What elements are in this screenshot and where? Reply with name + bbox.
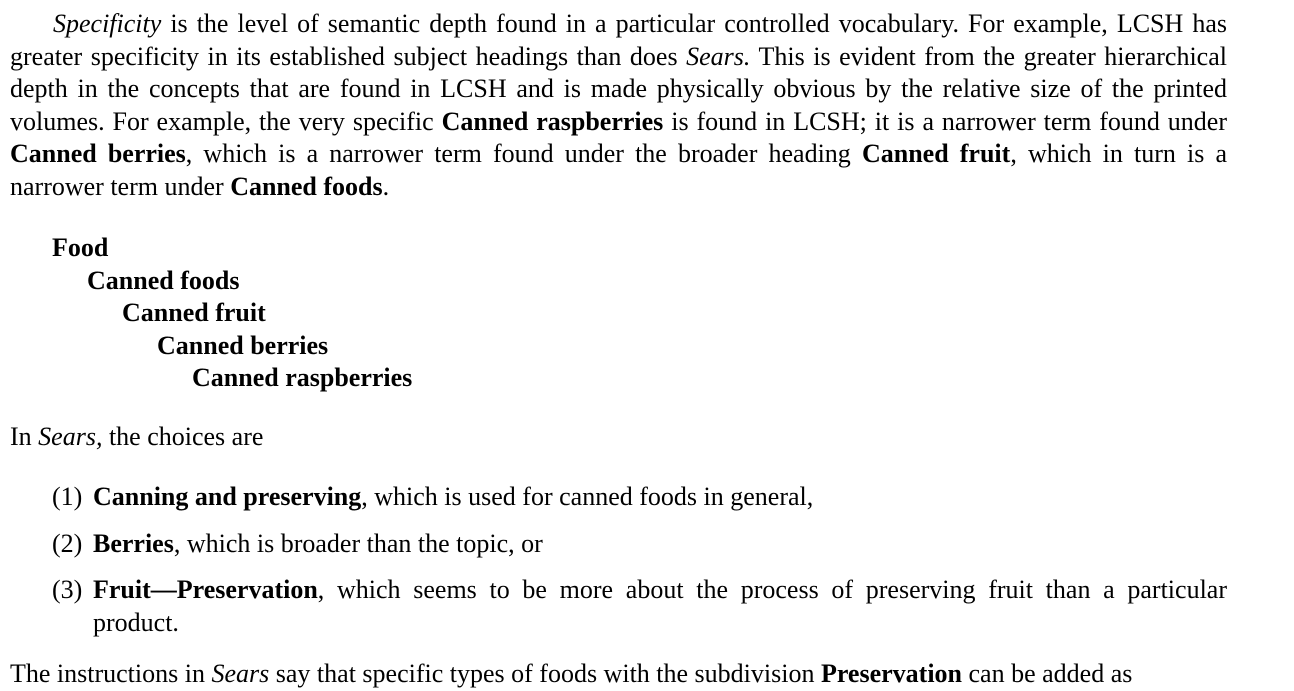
list-item <box>52 481 1227 514</box>
hierarchy-level-1: Food <box>52 233 109 262</box>
sears-title: Sears, <box>38 422 103 451</box>
heading-canned-foods: Canned foods <box>230 171 383 201</box>
hierarchy-level-2: Canned foods <box>87 265 240 295</box>
sears-choices-list <box>52 481 1227 653</box>
list-number: (3) <box>52 575 83 604</box>
choice-text: , which is used for canned foods in general, <box>361 482 814 511</box>
hierarchy-level-5: Canned raspberries <box>192 363 413 392</box>
term-specificity: Specificity <box>53 9 162 38</box>
paragraph-text: . <box>382 171 390 201</box>
choice-heading: Berries <box>93 528 174 558</box>
choice-text: , which is broader than the topic, or <box>173 528 543 558</box>
paragraph-text: is the level of semantic depth found in a particular controlled vocabulary. For example, LCSH has greater specificity in its established subject headings than does <box>10 9 1227 71</box>
document-page <box>10 8 1228 688</box>
heading-canned-fruit: Canned fruit <box>861 139 1011 168</box>
list-number: (2) <box>52 528 83 558</box>
choice-heading: Fruit—Preservation <box>93 575 318 604</box>
cut-text: The instructions in <box>10 659 212 688</box>
heading-hierarchy <box>52 232 412 395</box>
paragraph-text: , which is a narrower term found under the broader heading <box>185 139 862 168</box>
intro-text: In <box>10 422 39 451</box>
paragraph-text: , which in turn is a narrower term under <box>10 139 1228 201</box>
choice-text: , which seems to be more about the process of preserving fruit than a particular product. <box>93 575 1227 637</box>
cut-text: say that specific types of foods with the subdivision <box>269 659 821 688</box>
cut-off-line <box>10 658 1227 691</box>
sears-title: Sears. <box>686 41 751 71</box>
paragraph-text: is found in LCSH; it is a narrower term found under <box>663 106 1227 136</box>
list-item <box>52 574 1227 639</box>
intro-text: the choices are <box>102 422 264 451</box>
heading-canned-raspberries: Canned raspberries <box>441 106 664 136</box>
heading-preservation: Preservation <box>820 659 963 688</box>
list-item <box>52 528 1227 561</box>
hierarchy-level-4: Canned berries <box>157 330 329 360</box>
sears-intro <box>10 421 263 454</box>
cut-text: can be added as <box>962 659 1133 688</box>
heading-canned-berries: Canned berries <box>10 139 186 168</box>
hierarchy-level-3: Canned fruit <box>122 298 266 327</box>
sears-title: Sears <box>211 659 270 688</box>
specificity-paragraph <box>10 8 1227 203</box>
list-number: (1) <box>52 482 83 511</box>
choice-heading: Canning and preserving <box>93 482 362 511</box>
paragraph-text: This is evident from the greater hierarchical depth in the concepts that are found in LCSH and is made physically obvious by the relative size of the printed volumes. For example, the very specific <box>10 41 1227 136</box>
